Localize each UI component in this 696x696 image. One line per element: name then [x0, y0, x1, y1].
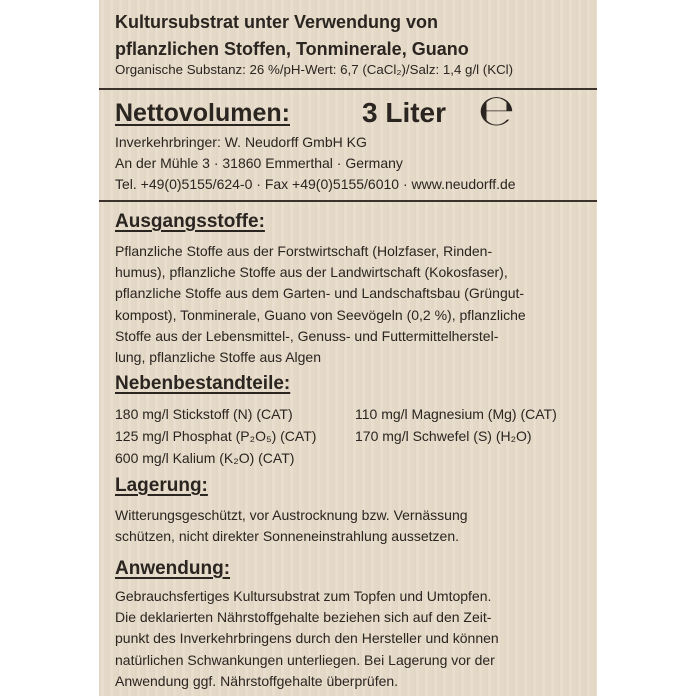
distributor-name: Inverkehrbringer: W. Neudorff GmbH KG [115, 134, 367, 150]
ingredients-text [115, 241, 526, 368]
usage-heading: Anwendung: [115, 558, 231, 579]
properties-line: Organische Substanz: 26 %/pH-Wert: 6,7 (CaCl₂)/Salz: 1,4 g/l (KCl) [115, 62, 514, 77]
nutrient-item: 180 mg/l Stickstoff (N) (CAT) [115, 406, 293, 422]
text-line: kompost), Tonminerale, Guano von Seevögeln (0,2 %), pflanzliche [115, 306, 526, 323]
title-line: Kultursubstrat unter Verwendung von [115, 12, 439, 32]
text-line: Die deklarierten Nährstoffgehalte beziehen sich auf den Zeit- [115, 609, 492, 626]
nutrients-heading: Nebenbestandteile: [115, 373, 291, 394]
text-line: Anwendung ggf. Nährstoffgehalte überprüfen. [115, 672, 399, 689]
text-line: natürlichen Schwankungen unterliegen. Bei Lagerung vor der [115, 651, 495, 668]
divider [99, 88, 597, 90]
text-line: Stoffe aus der Lebensmittel-, Genuss- und Futtermittelherstel- [115, 327, 499, 344]
nutrient-item: 600 mg/l Kalium (K₂O) (CAT) [115, 450, 295, 466]
nutrients-right-column [355, 403, 557, 447]
text-line: Gebrauchsfertiges Kultursubstrat zum Topfen und Umtopfen. [115, 588, 492, 604]
distributor-address: An der Mühle 3 · 31860 Emmerthal · Germany [115, 155, 403, 171]
volume-value: 3 Liter [362, 97, 447, 128]
product-label [99, 0, 597, 696]
text-line: lung, pflanzliche Stoffe aus Algen [115, 349, 322, 366]
nutrient-item: 125 mg/l Phosphat (P₂O₅) (CAT) [115, 428, 317, 444]
volume-label: Nettovolumen: [115, 99, 290, 127]
divider [99, 200, 597, 202]
estimated-sign-icon: ℮ [478, 86, 515, 136]
nutrients-left-column [115, 403, 316, 469]
distributor-block [115, 132, 516, 195]
nutrient-item: 110 mg/l Magnesium (Mg) (CAT) [355, 406, 557, 422]
text-line: pflanzliche Stoffe aus dem Garten- und Landschaftsbau (Grüngut- [115, 285, 525, 302]
distributor-contact: Tel. +49(0)5155/624-0 · Fax +49(0)5155/6010 · www.neudorff.de [115, 176, 516, 192]
text-line: humus), pflanzliche Stoffe aus der Landwirtschaft (Kokosfaser), [115, 264, 508, 281]
nutrient-item: 170 mg/l Schwefel (S) (H₂O) [355, 428, 532, 444]
usage-text [115, 586, 499, 692]
storage-heading: Lagerung: [115, 475, 208, 496]
ingredients-heading: Ausgangsstoffe: [115, 211, 265, 232]
title-line: pflanzlichen Stoffen, Tonminerale, Guano [115, 39, 469, 59]
text-line: Witterungsgeschützt, vor Austrocknung bzw. Vernässung [115, 507, 468, 523]
text-line: Pflanzliche Stoffe aus der Forstwirtschaft (Holzfaser, Rinden- [115, 243, 493, 259]
text-line: schützen, nicht direkter Sonneneinstrahlung aussetzen. [115, 528, 459, 545]
storage-text [115, 505, 468, 547]
product-title [115, 9, 469, 63]
text-line: punkt des Inverkehrbringens durch den Hersteller und können [115, 630, 499, 647]
